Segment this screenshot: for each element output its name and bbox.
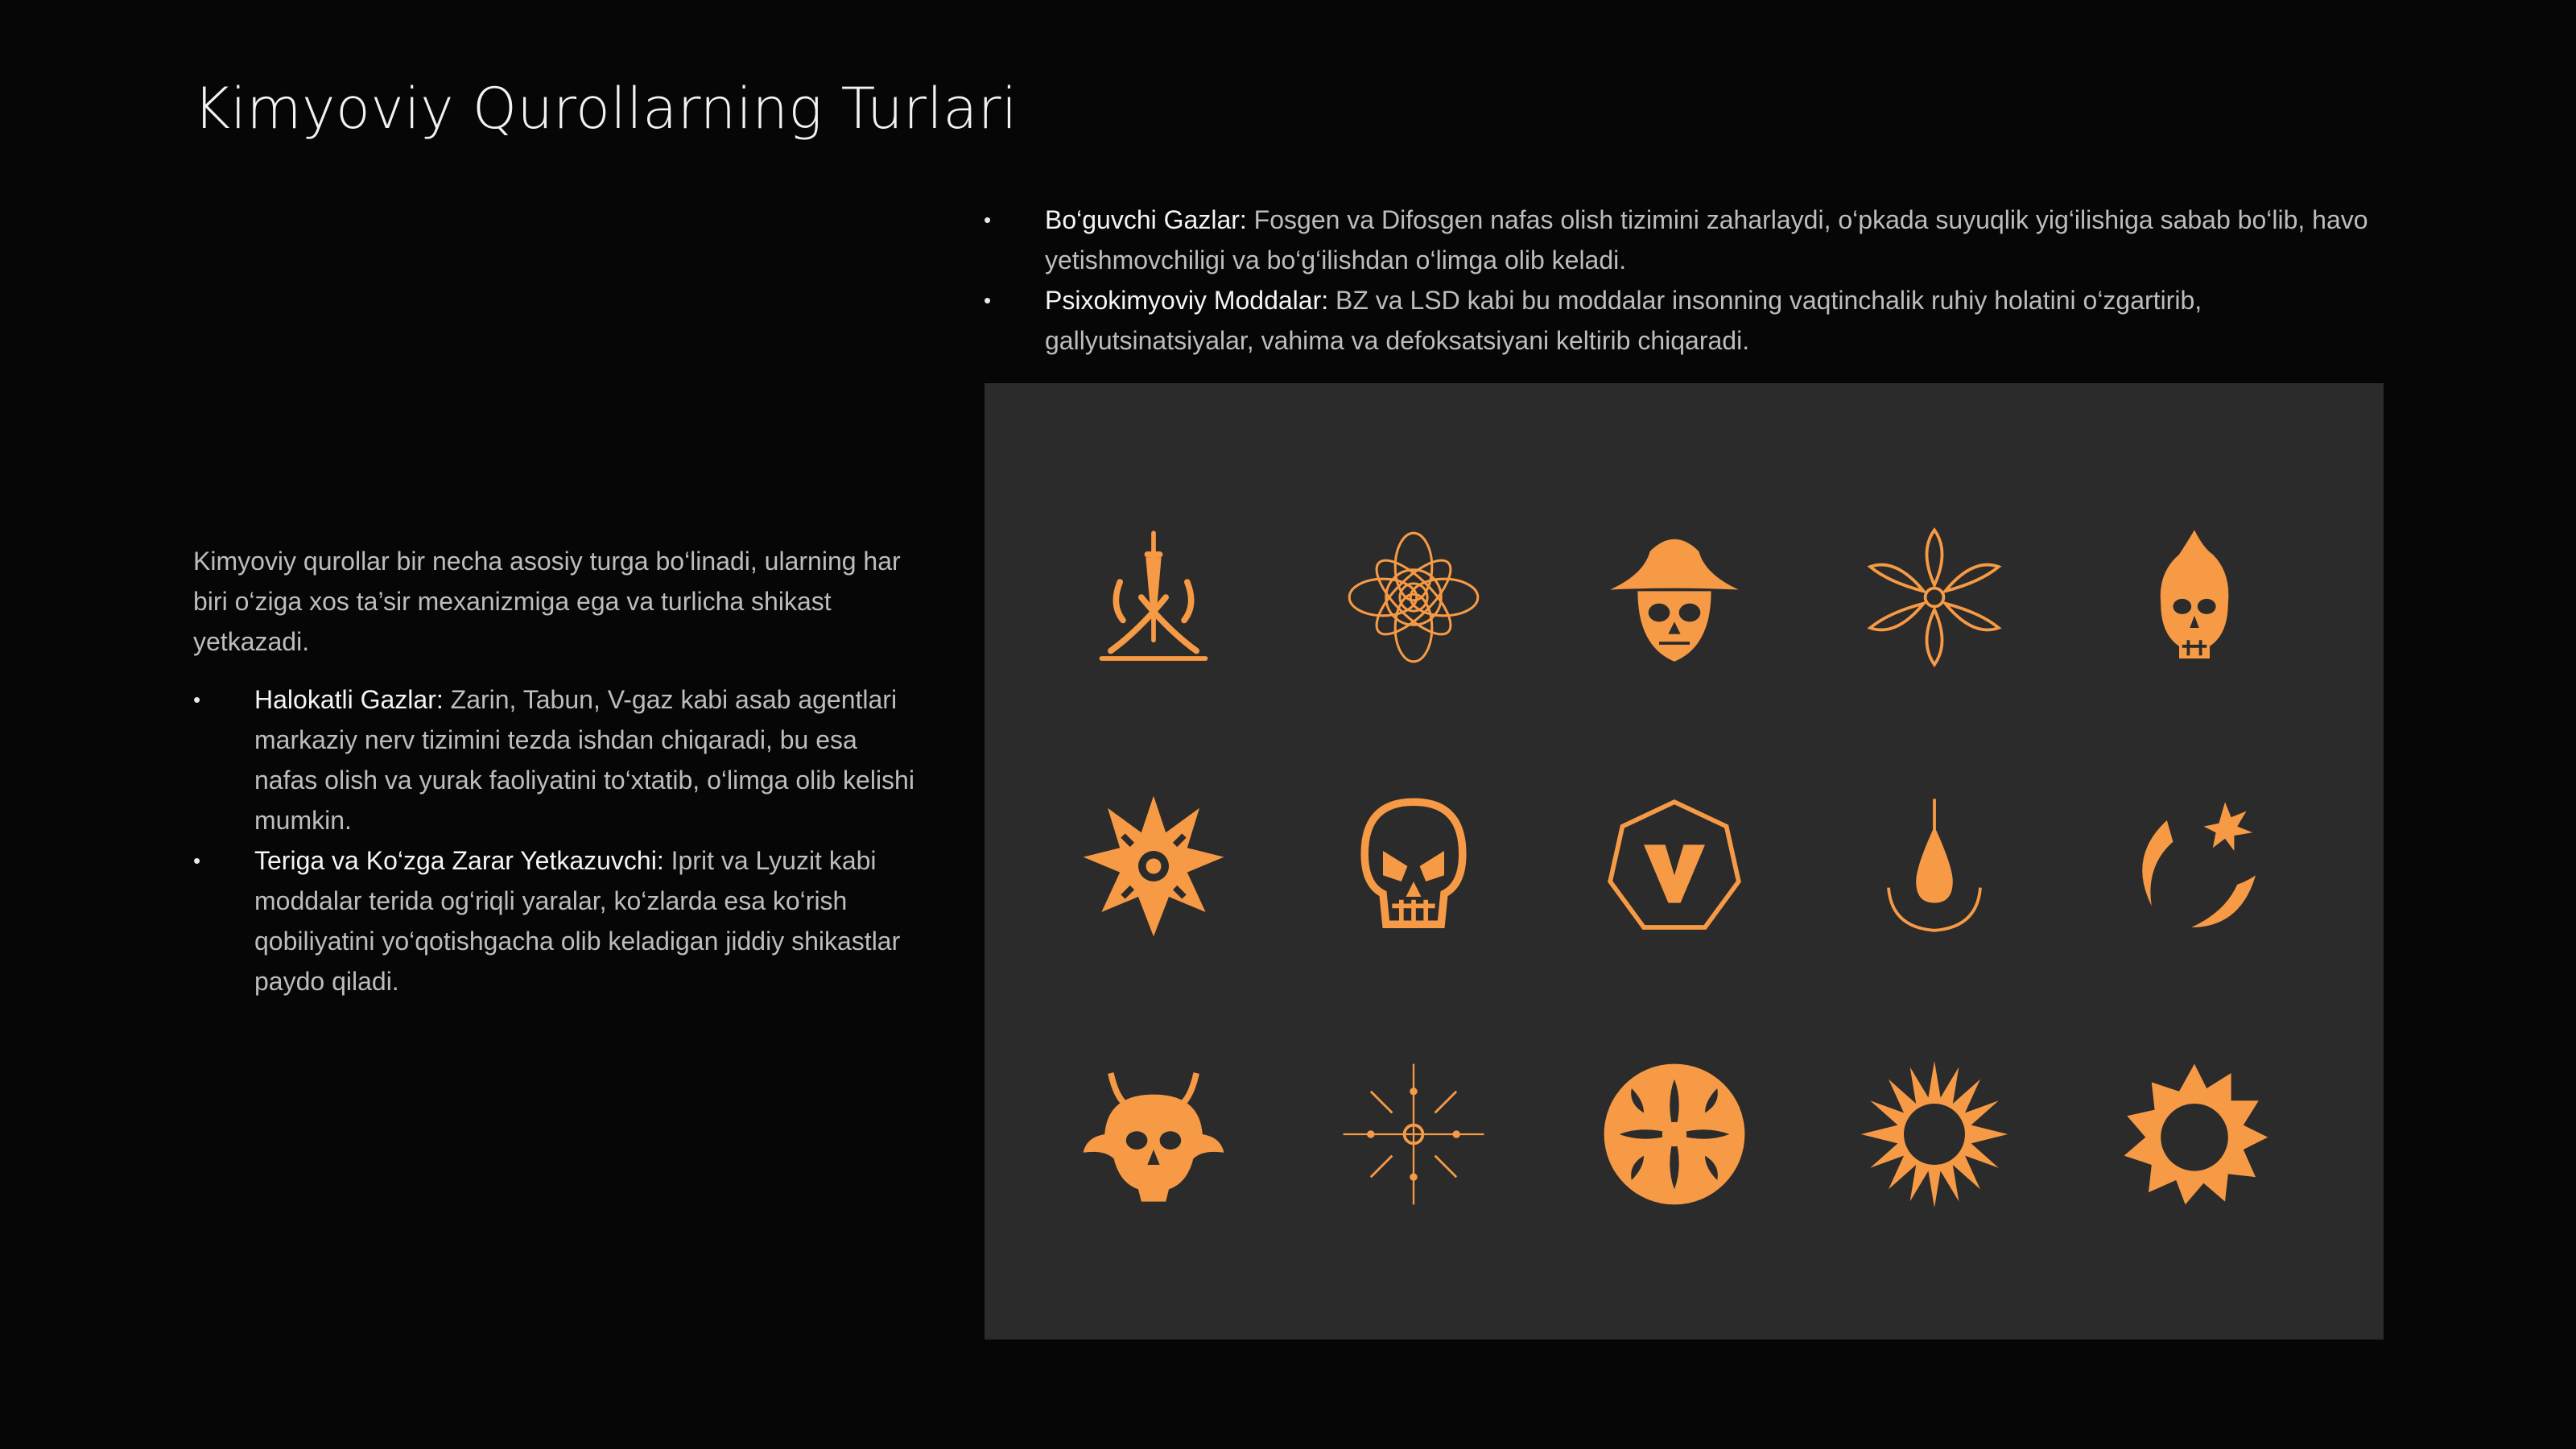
spiky-sun-ring-icon	[1858, 1058, 2011, 1211]
angry-skull-icon	[1337, 790, 1490, 943]
bullet-item	[984, 280, 2384, 361]
crescent-claw-icon	[2118, 790, 2271, 943]
patterned-disc-icon	[1598, 1058, 1751, 1211]
bullet-text: BZ va LSD kabi bu moddalar insonning vaqtinchalik ruhiy holatini o‘zgartirib, gallyutsinatsiyalar, vahima va defoksatsiyani keltirib chiqaradi.	[1045, 286, 2202, 355]
bullet-text: Iprit va Lyuzit kabi moddalar terida og‘riqli yaralar, ko‘zlarda esa ko‘rish qobiliyatini yo‘qotishgacha olib keladigan jiddiy shikastlar paydo qiladi.	[254, 846, 901, 996]
right-column	[984, 200, 2384, 361]
left-column	[193, 541, 918, 1001]
bullet-term: Bo‘guvchi Gazlar:	[1045, 205, 1247, 234]
dagger-crossed-swords-icon	[1077, 521, 1230, 674]
bullet-dot: •	[193, 848, 201, 873]
outline-flower-icon	[1858, 521, 2011, 674]
horned-skull-icon	[1077, 1058, 1230, 1211]
bullet-text: Zarin, Tabun, V-gaz kabi asab agentlari markaziy nerv tizimini tezda ishdan chiqaradi, bu esa nafas olish va yurak faoliyatini to‘xtatib, o‘limga olib kelishi mumkin.	[254, 685, 914, 835]
sparkle-compass-icon	[1337, 1058, 1490, 1211]
bullet-term: Psixokimyoviy Moddalar:	[1045, 286, 1329, 315]
bullet-item	[984, 200, 2384, 280]
bullet-item	[193, 840, 918, 1001]
bullet-term: Teriga va Ko‘zga Zarar Yetkazuvchi:	[254, 846, 664, 875]
bullet-dot: •	[193, 687, 201, 712]
bullet-dot: •	[984, 288, 992, 312]
heptagon-v-icon	[1598, 790, 1751, 943]
right-bullet-list	[984, 200, 2384, 361]
spiky-star-icon	[1077, 790, 1230, 943]
flame-skull-icon	[2118, 521, 2271, 674]
slide-title: Kimyoviy Qurollarning Turlari	[193, 76, 1018, 142]
sun-icon	[2118, 1058, 2271, 1211]
intro-paragraph: Kimyoviy qurollar bir necha asosiy turga bo‘linadi, ularning har biri o‘ziga xos ta’sir mexanizmiga ega va turlicha shikast yetkazadi.	[193, 547, 901, 656]
icon-grid-image	[985, 383, 2384, 1340]
bullet-item	[193, 679, 918, 840]
mandala-flower-icon	[1337, 521, 1490, 674]
bullet-term: Halokatli Gazlar:	[254, 685, 444, 714]
left-bullet-list	[193, 679, 918, 1001]
bullet-dot: •	[984, 208, 992, 232]
bullet-text: Fosgen va Difosgen nafas olish tizimini zaharlaydi, o‘pkada suyuqlik yig‘ilishiga sabab bo‘lib, havo yetishmovchiligi va bo‘g‘ilishdan o‘limga olib keladi.	[1045, 205, 2368, 275]
hat-skull-icon	[1598, 521, 1751, 674]
drop-icon	[1858, 790, 2011, 943]
